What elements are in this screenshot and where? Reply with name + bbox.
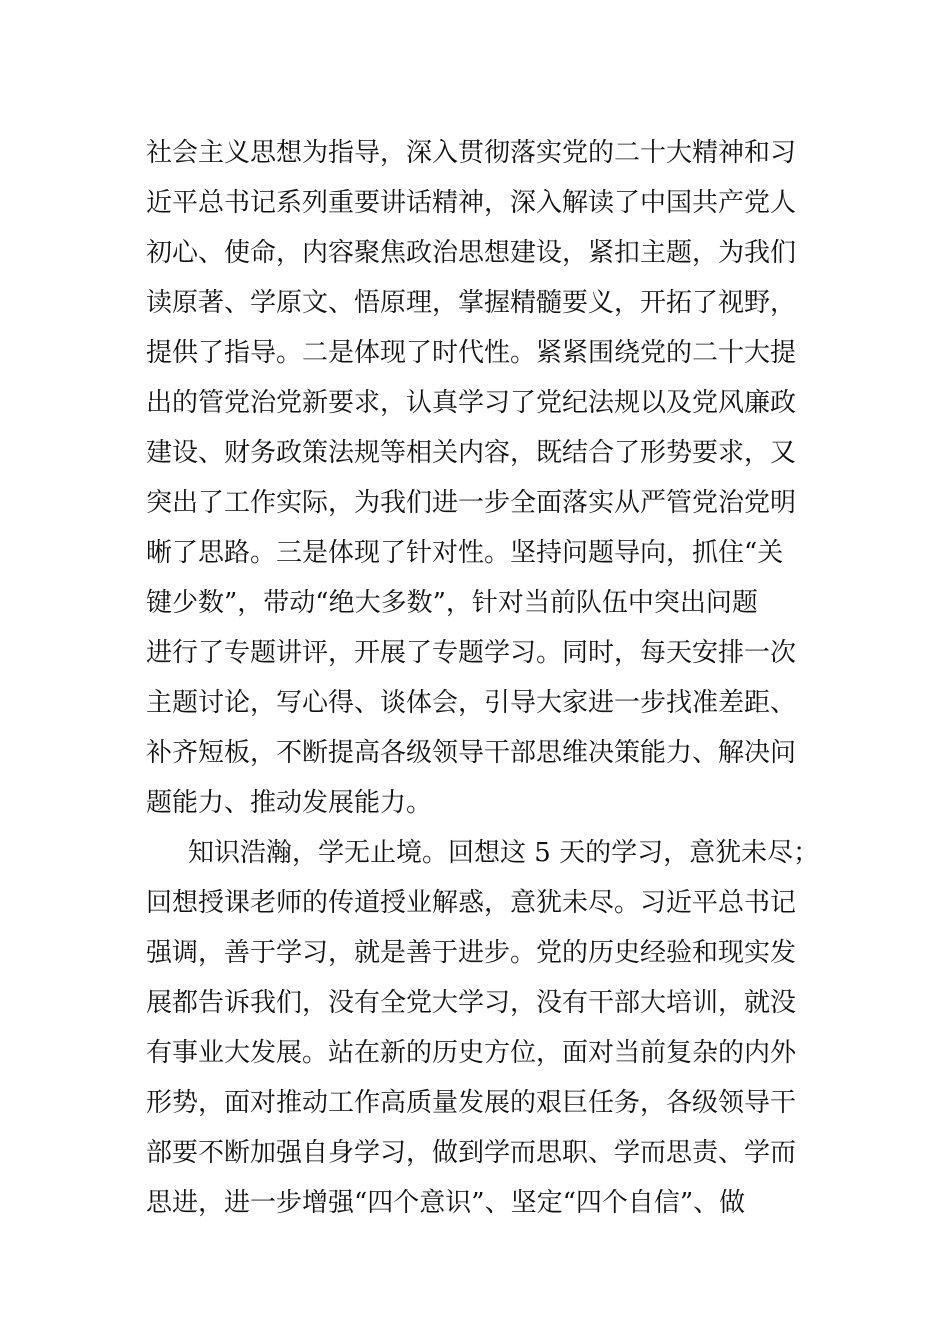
text-line: 建设、财务政策法规等相关内容，既结合了形势要求，又 [146, 438, 797, 468]
text-line: 键少数”，带动“绝大多数”，针对当前队伍中突出问题 [146, 588, 758, 618]
text-line: 提供了指导。二是体现了时代性。紧紧围绕党的二十大提 [146, 338, 797, 368]
text-line: 补齐短板，不断提高各级领导干部思维决策能力、解决问 [146, 738, 797, 768]
text-line: 形势，面对推动工作高质量发展的艰巨任务，各级领导干 [146, 1088, 797, 1118]
text-line: 有事业大发展。站在新的历史方位，面对当前复杂的内外 [146, 1038, 797, 1068]
text-line: 展都告诉我们，没有全党大学习，没有干部大培训，就没 [146, 988, 797, 1018]
text-line: 初心、使命，内容聚焦政治思想建设，紧扣主题，为我们 [146, 238, 797, 268]
text-line: 题能力、推动发展能力。 [146, 788, 433, 818]
text-line: 思进，进一步增强“四个意识”、坚定“四个自信”、做 [146, 1188, 746, 1218]
text-line: 强调，善于学习，就是善于进步。党的历史经验和现实发 [146, 938, 797, 968]
text-line: 近平总书记系列重要讲话精神，深入解读了中国共产党人 [146, 188, 797, 218]
text-line: 主题讨论，写心得、谈体会，引导大家进一步找准差距、 [146, 688, 797, 718]
text-line: 社会主义思想为指导，深入贯彻落实党的二十大精神和习 [146, 138, 797, 168]
text-line: 进行了专题讲评，开展了专题学习。同时，每天安排一次 [146, 638, 797, 668]
text-line: 出的管党治党新要求，认真学习了党纪法规以及党风廉政 [146, 388, 797, 418]
paragraph-start-line: 知识浩瀚，学无止境。回想这 5 天的学习，意犹未尽； [188, 838, 820, 868]
text-line: 晰了思路。三是体现了针对性。坚持问题导向，抓住“关 [146, 538, 784, 568]
text-line: 部要不断加强自身学习，做到学而思职、学而思责、学而 [146, 1138, 797, 1168]
text-line: 读原著、学原文、悟原理，掌握精髓要义，开拓了视野， [146, 288, 797, 318]
text-line: 回想授课老师的传道授业解惑，意犹未尽。习近平总书记 [146, 888, 797, 918]
body-text [146, 128, 820, 1228]
text-line: 突出了工作实际，为我们进一步全面落实从严管党治党明 [146, 488, 797, 518]
